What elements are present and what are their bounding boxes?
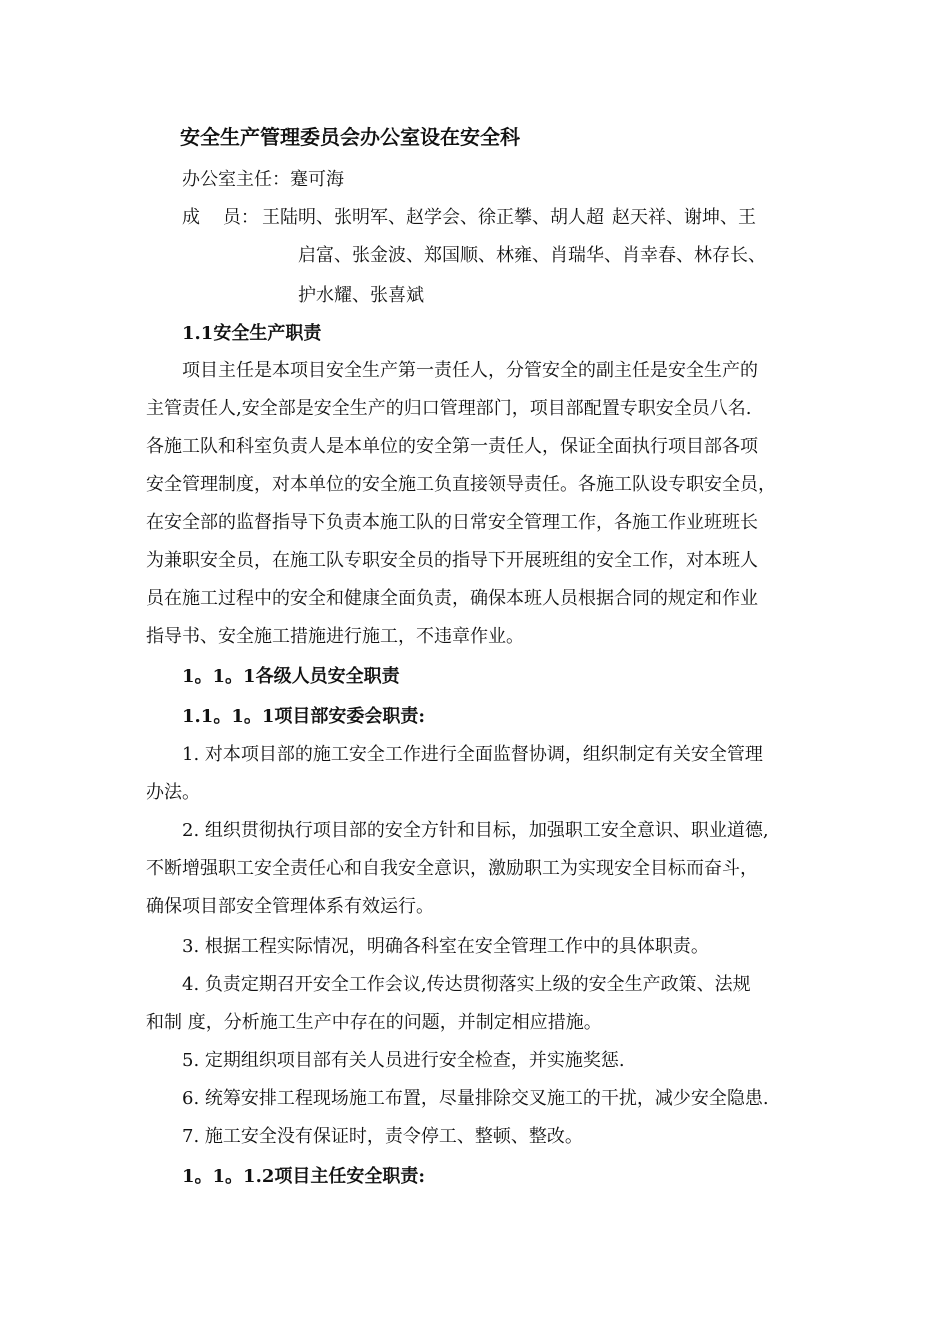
paragraph-line: 员在施工过程中的安全和健康全面负责，确保本班人员根据合同的规定和作业 xyxy=(146,588,758,609)
office-director: 办公室主任：蹇可海 xyxy=(182,169,344,190)
section-heading-1-1-1: 1。1。1各级人员安全职责 xyxy=(182,666,400,687)
members-line-3: 护水耀、张喜斌 xyxy=(298,285,424,306)
list-item-2-line-2: 不断增强职工安全责任心和自我安全意识，激励职工为实现安全目标而奋斗， xyxy=(146,858,758,879)
list-item-7-line-1: 7. 施工安全没有保证时，责令停工、整顿、整改。 xyxy=(182,1126,583,1147)
paragraph-line: 各施工队和科室负责人是本单位的安全第一责任人，保证全面执行项目部各项 xyxy=(146,436,758,457)
list-item-5-line-1: 5. 定期组织项目部有关人员进行安全检查，并实施奖惩. xyxy=(182,1050,625,1071)
paragraph-line: 指导书、安全施工措施进行施工，不违章作业。 xyxy=(146,626,524,647)
list-item-1-line-2: 办法。 xyxy=(146,782,200,803)
members-line-1-overlap: 赵天祥、谢坤、王 xyxy=(612,207,756,228)
list-item-4-line-1: 4. 负责定期召开安全工作会议,传达贯彻落实上级的安全生产政策、法规 xyxy=(182,974,751,995)
members-line-2: 启富、张金波、郑国顺、林雍、肖瑞华、肖幸春、林存长、 xyxy=(298,245,766,266)
paragraph-line: 项目主任是本项目安全生产第一责任人，分管安全的副主任是安全生产的 xyxy=(182,360,758,381)
paragraph-line: 主管责任人,安全部是安全生产的归口管理部门，项目部配置专职安全员八名. xyxy=(146,398,752,419)
document-title: 安全生产管理委员会办公室设在安全科 xyxy=(180,125,520,149)
list-item-2-line-3: 确保项目部安全管理体系有效运行。 xyxy=(146,896,434,917)
section-heading-1-1: 1.1安全生产职责 xyxy=(182,323,322,344)
list-item-1-line-1: 1. 对本项目部的施工安全工作进行全面监督协调，组织制定有关安全管理 xyxy=(182,744,763,765)
section-heading-1-1-1-2: 1。1。1.2项目主任安全职责: xyxy=(182,1166,426,1187)
paragraph-line: 为兼职安全员，在施工队专职安全员的指导下开展班组的安全工作，对本班人 xyxy=(146,550,758,571)
list-item-6-line-1: 6. 统筹安排工程现场施工布置，尽量排除交叉施工的干扰，减少安全隐患. xyxy=(182,1088,769,1109)
paragraph-line: 在安全部的监督指导下负责本施工队的日常安全管理工作，各施工作业班班长 xyxy=(146,512,758,533)
list-item-4-line-2: 和制 度，分析施工生产中存在的问题，并制定相应措施。 xyxy=(146,1012,602,1033)
list-item-3-line-1: 3. 根据工程实际情况，明确各科室在安全管理工作中的具体职责。 xyxy=(182,936,709,957)
section-heading-1-1-1-1: 1.1。1。1项目部安委会职责: xyxy=(182,706,426,727)
members-label: 成 员： xyxy=(182,207,259,228)
list-item-2-line-1: 2. 组织贯彻执行项目部的安全方针和目标，加强职工安全意识、职业道德, xyxy=(182,820,769,841)
paragraph-line: 安全管理制度，对本单位的安全施工负直接领导责任。各施工队设专职安全员， xyxy=(146,474,776,495)
members-line-1: 王陆明、张明军、赵学会、徐正攀、胡人超 xyxy=(262,207,604,228)
